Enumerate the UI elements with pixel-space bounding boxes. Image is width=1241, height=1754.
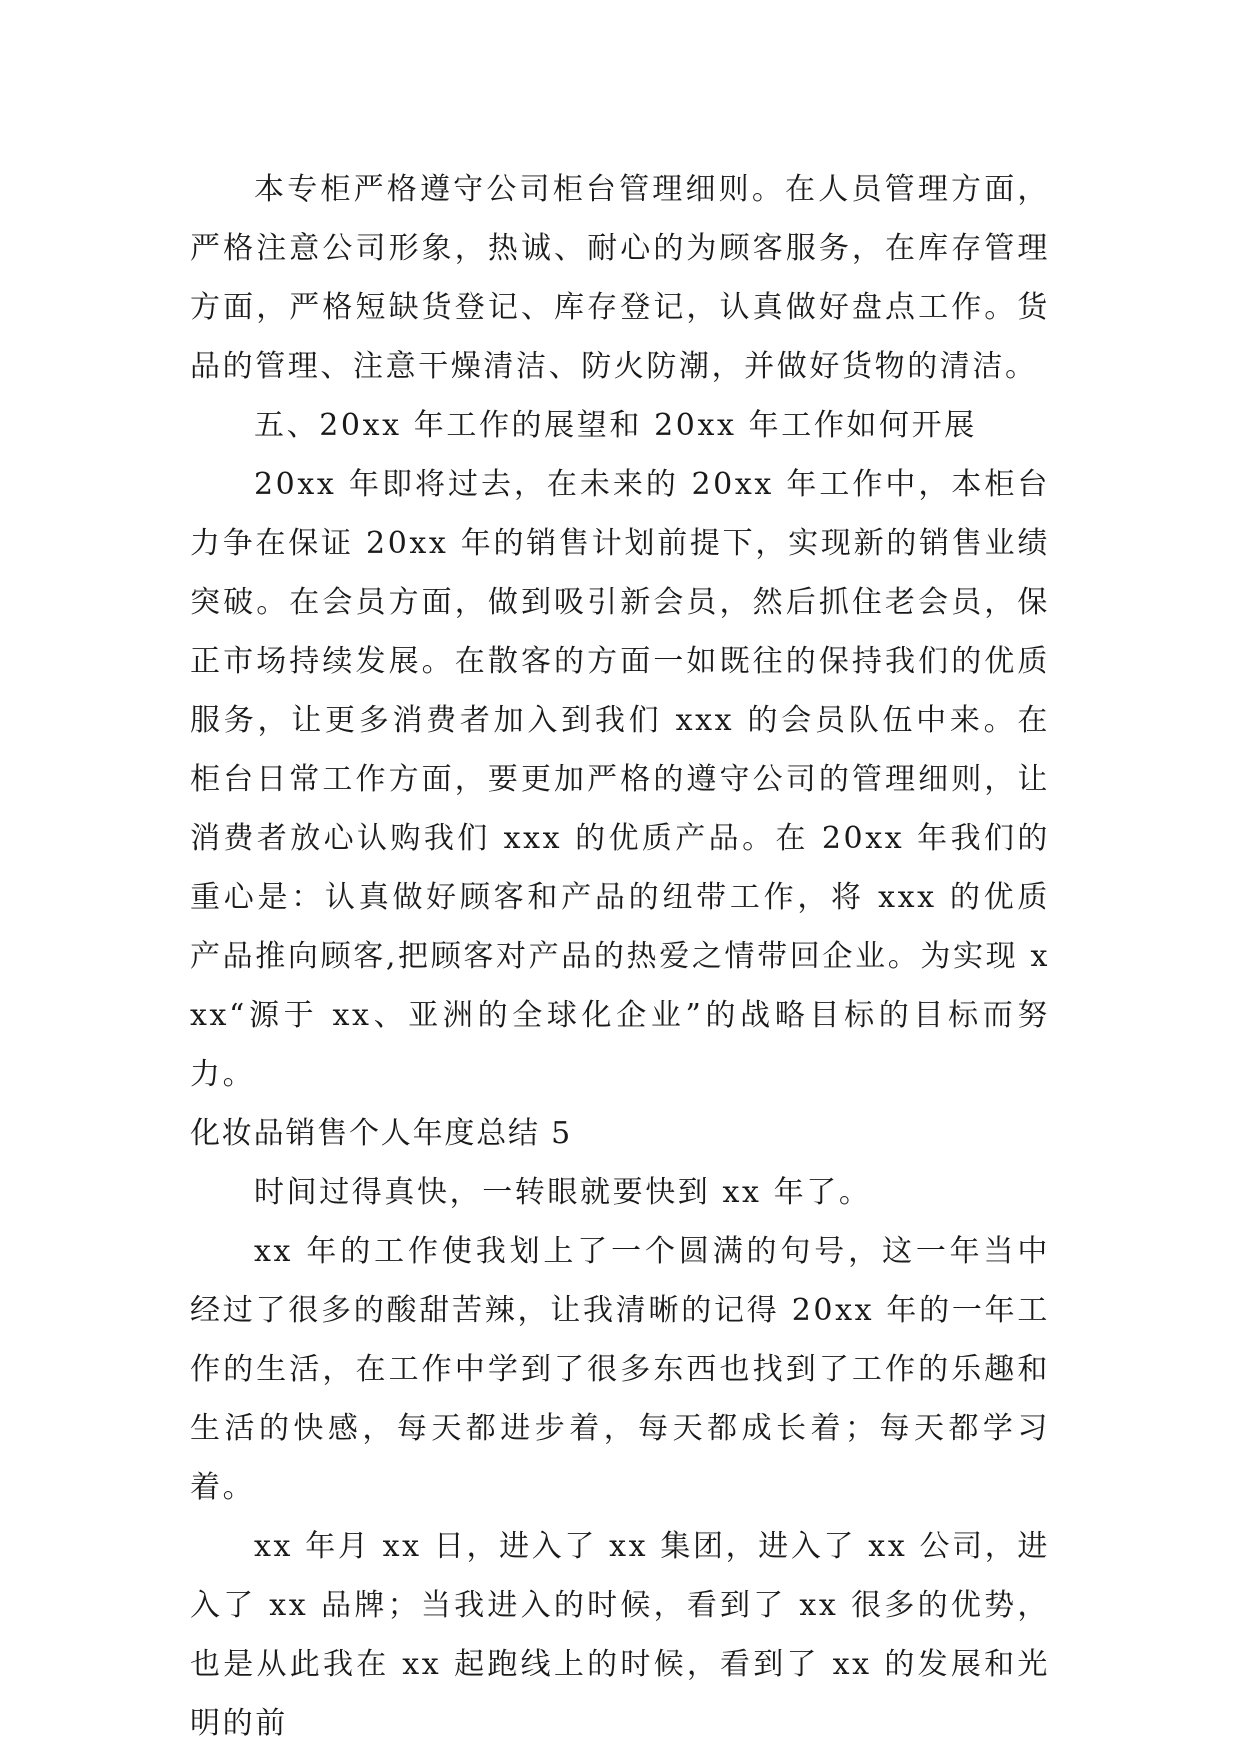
document-body: [190, 160, 1050, 1753]
summary-title: 化妆品销售个人年度总结 5: [190, 1116, 573, 1151]
paragraph-outlook: 20xx 年即将过去，在未来的 20xx 年工作中，本柜台力争在保证 20xx 年的销售计划前提下，实现新的销售业绩突破。在会员方面，做到吸引新会员，然后抓住老会员，保正市场持续发展。在散客的方面一如既往的保持我们的优质服务，让更多消费者加入到我们 xxx 的会员队伍中来。在柜台日常工作方面，要更加严格的遵守公司的管理细则，让消费者放心认购我们 xxx 的优质产品。在 20xx 年我们的重心是：认真做好顾客和产品的纽带工作，将 xxx 的优质产品推向顾客,把顾客对产品的热爱之情带回企业。为实现 xxx“源于 xx、亚洲的全球化企业”的战略目标的目标而努力。: [190, 467, 1050, 1092]
paragraph-joining: xx 年月 xx 日，进入了 xx 集团，进入了 xx 公司，进入了 xx 品牌；当我进入的时候，看到了 xx 很多的优势，也是从此我在 xx 起跑线上的时候，看到了 xx 的发展和光明的前: [190, 1529, 1050, 1741]
section-heading-outlook: 五、20xx 年工作的展望和 20xx 年工作如何开展: [254, 408, 977, 443]
paragraph-year-review: xx 年的工作使我划上了一个圆满的句号，这一年当中经过了很多的酸甜苦辣，让我清晰的记得 20xx 年的一年工作的生活，在工作中学到了很多东西也找到了工作的乐趣和生活的快感，每天都进步着，每天都成长着；每天都学习着。: [190, 1234, 1050, 1505]
paragraph-counter-management: 本专柜严格遵守公司柜台管理细则。在人员管理方面，严格注意公司形象，热诚、耐心的为顾客服务，在库存管理方面，严格短缺货登记、库存登记，认真做好盘点工作。货品的管理、注意干燥清洁、防火防潮，并做好货物的清洁。: [190, 172, 1050, 384]
paragraph-time-flies: 时间过得真快，一转眼就要快到 xx 年了。: [254, 1175, 872, 1210]
